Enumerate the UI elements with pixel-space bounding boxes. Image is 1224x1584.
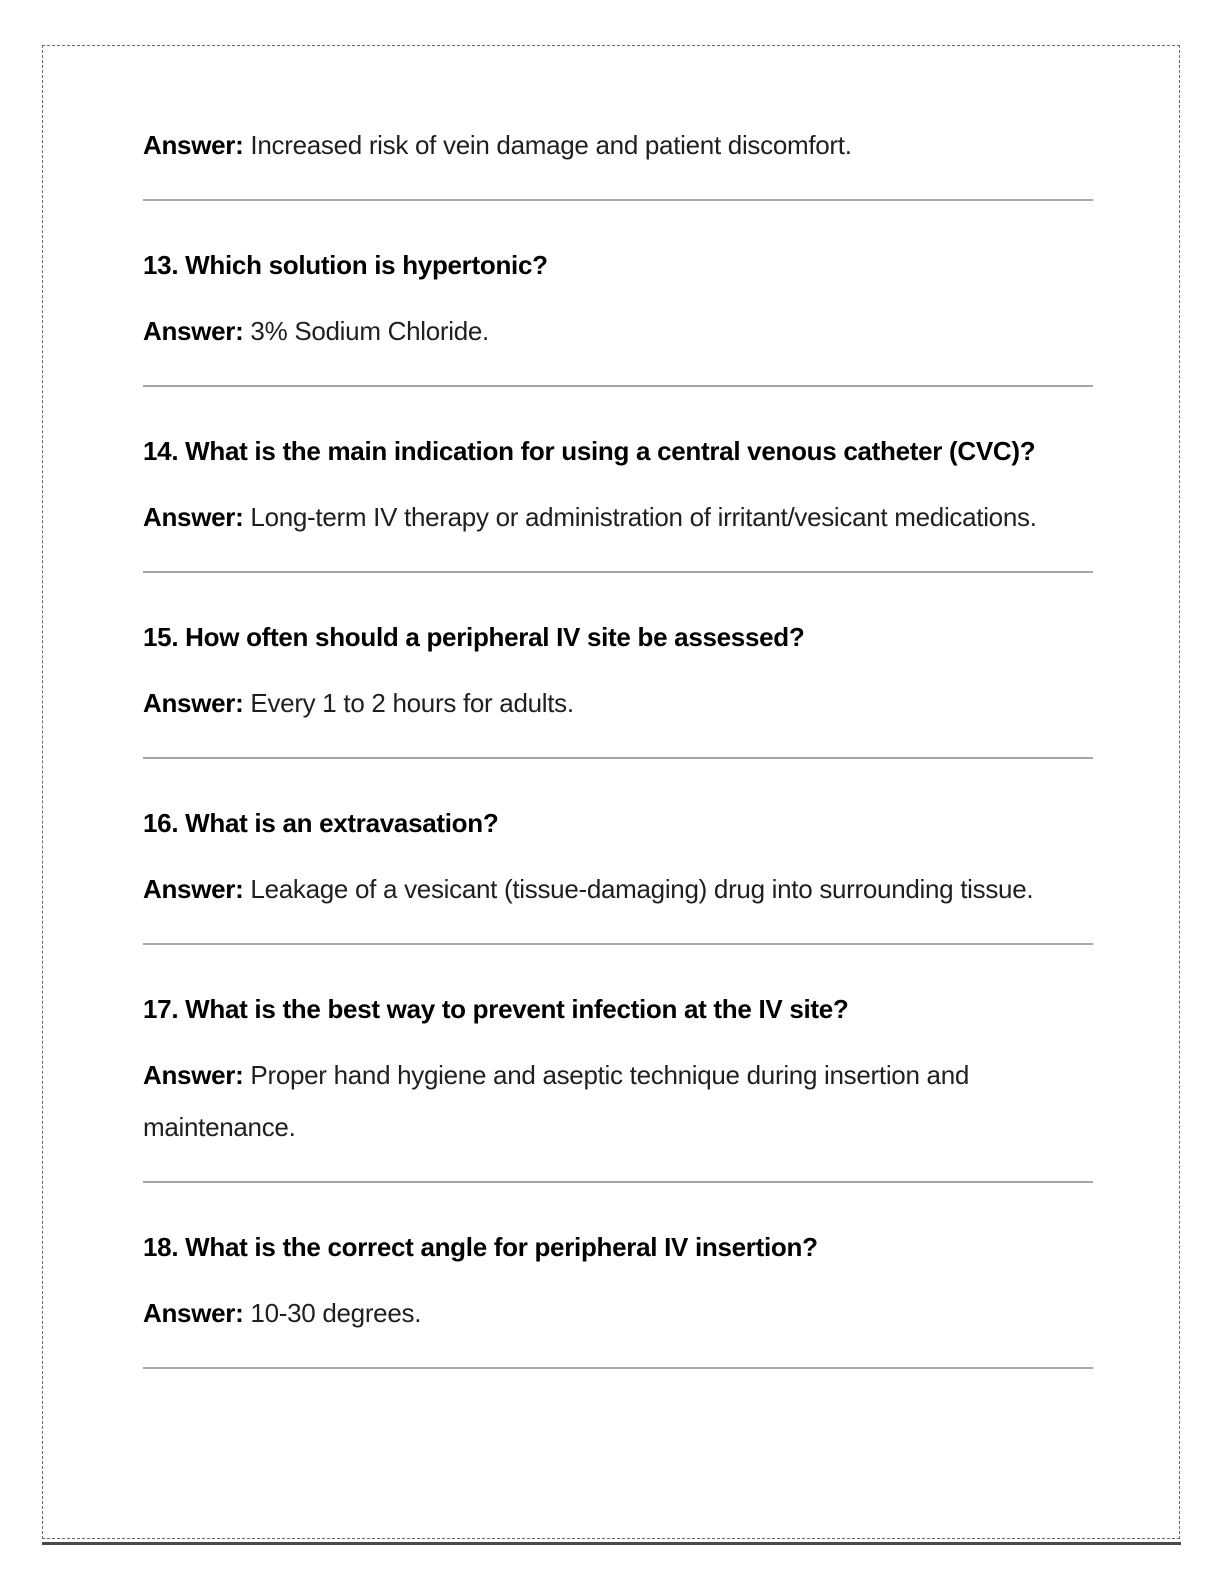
answer-label: Answer:	[143, 502, 244, 532]
question-text: 14. What is the main indication for using a central venous catheter (CVC)?	[143, 436, 1036, 466]
question-text: 18. What is the correct angle for peripheral IV insertion?	[143, 1232, 818, 1262]
qa-item-18	[143, 1221, 1093, 1369]
section-divider	[143, 943, 1093, 945]
answer-label: Answer:	[143, 874, 244, 904]
section-divider	[143, 757, 1093, 759]
answer-paragraph	[143, 491, 1093, 543]
qa-item-14	[143, 425, 1093, 573]
section-divider	[143, 571, 1093, 573]
qa-item-15	[143, 611, 1093, 759]
qa-item-16	[143, 797, 1093, 945]
document-content	[143, 119, 1093, 1407]
answer-label: Answer:	[143, 130, 244, 160]
answer-paragraph	[143, 1049, 1093, 1153]
answer-text: 10-30 degrees.	[250, 1298, 422, 1328]
answer-paragraph	[143, 677, 1093, 729]
answer-text: Every 1 to 2 hours for adults.	[250, 688, 574, 718]
answer-paragraph	[143, 863, 1093, 915]
answer-text: Long-term IV therapy or administration of irritant/vesicant medications.	[250, 502, 1037, 532]
answer-text: 3% Sodium Chloride.	[250, 316, 489, 346]
page-border-bottom-accent	[42, 1542, 1181, 1545]
answer-label: Answer:	[143, 1060, 244, 1090]
answer-paragraph	[143, 305, 1093, 357]
answer-text: Increased risk of vein damage and patient discomfort.	[250, 130, 852, 160]
qa-item-13	[143, 239, 1093, 387]
lead-answer	[143, 119, 1093, 171]
question-text: 16. What is an extravasation?	[143, 808, 499, 838]
question-text: 13. Which solution is hypertonic?	[143, 250, 548, 280]
answer-label: Answer:	[143, 1298, 244, 1328]
answer-text: Proper hand hygiene and aseptic technique during insertion and maintenance.	[143, 1060, 970, 1142]
section-divider	[143, 1181, 1093, 1183]
section-divider	[143, 199, 1093, 201]
question-text: 15. How often should a peripheral IV site be assessed?	[143, 622, 805, 652]
qa-item-17	[143, 983, 1093, 1183]
section-divider	[143, 385, 1093, 387]
question-text: 17. What is the best way to prevent infection at the IV site?	[143, 994, 849, 1024]
answer-paragraph	[143, 1287, 1093, 1339]
section-divider	[143, 1367, 1093, 1369]
answer-label: Answer:	[143, 688, 244, 718]
answer-text: Leakage of a vesicant (tissue-damaging) drug into surrounding tissue.	[250, 874, 1034, 904]
answer-label: Answer:	[143, 316, 244, 346]
